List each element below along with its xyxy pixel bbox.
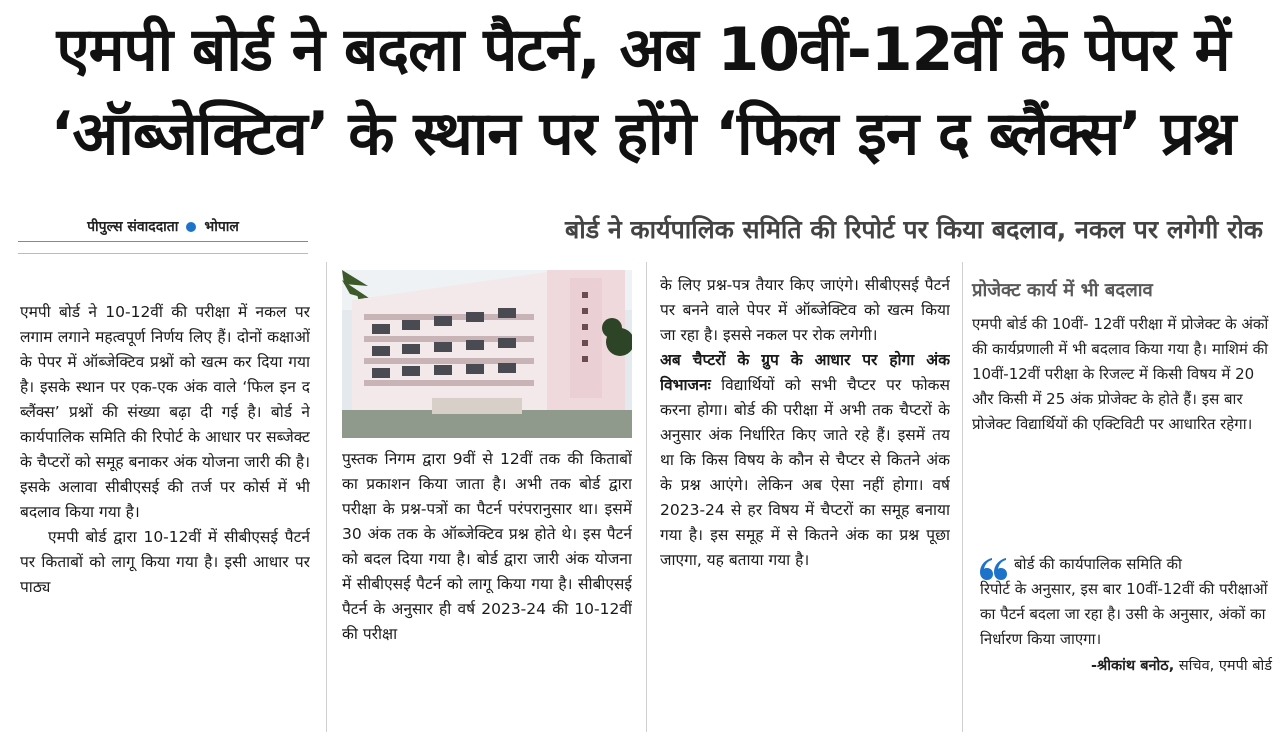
column-divider xyxy=(962,262,963,732)
column-divider xyxy=(646,262,647,732)
section-lead: अब चैप्टरों के ग्रुप के आधार पर होगा अंक विभाजनः xyxy=(660,351,950,394)
article-column-3 xyxy=(660,273,950,733)
pull-quote xyxy=(980,552,1272,679)
byline-place: भोपाल xyxy=(204,219,239,235)
byline-source: पीपुल्स संवाददाता xyxy=(87,219,179,235)
article-column-1 xyxy=(20,300,310,730)
column-divider xyxy=(326,262,327,732)
headline-line-2: ‘ऑब्जेक्टिव’ के स्थान पर होंगे ‘फिल इन द ब्लैंक्स’ प्रश्न xyxy=(50,99,1236,169)
article-paragraph: विद्यार्थियों को सभी चैप्टर पर फोकस करना होगा। बोर्ड की परीक्षा में अभी तक चैप्टरों के अनुसार अंक निर्धारित किए जाते रहे हैं। इसमें तय था कि किस विषय के कौन से चैप्टर से कितने अंक के प्रश्न आएंगे। लेकिन अब ऐसा नहीं होगा। वर्ष 2023-24 से हर विषय में चैप्टरों का समूह बनाया गया है। इस समूह में से कितने अंक का प्रश्न पूछा जाएगा, यह बताया गया है। xyxy=(660,376,950,569)
article-paragraph: के लिए प्रश्न-पत्र तैयार किए जाएंगे। सीबीएसई पैटर्न पर बनने वाले पेपर में ऑब्जेक्टिव को खत्म किया जा रहा है। इससे नकल पर रोक लगेगी। xyxy=(660,276,950,344)
quote-first-line: बोर्ड की कार्यपालिक समिति की xyxy=(1014,555,1182,573)
quote-designation: सचिव, एमपी बोर्ड xyxy=(1174,658,1272,674)
headline-line-1: एमपी बोर्ड ने बदला पैटर्न, अब 10वीं-12वीं के पेपर में xyxy=(56,15,1230,85)
quote-attribution xyxy=(980,654,1272,679)
quote-speaker: -श्रीकांथ बनोठ, xyxy=(1090,658,1175,674)
building-illustration xyxy=(342,270,632,438)
byline-rule xyxy=(18,253,308,254)
quote-text: रिपोर्ट के अनुसार, इस बार 10वीं-12वीं की परीक्षाओं का पैटर्न बदला जा रहा है। उसी के अनुसार, अंकों का निर्धारण किया जाएगा। xyxy=(980,580,1268,648)
article-paragraph: एमपी बोर्ड द्वारा 10-12वीं में सीबीएसई पैटर्न पर किताबों को लागू किया गया है। इसी आधार पर पाठ्य xyxy=(20,528,310,596)
subheadline: बोर्ड ने कार्यपालिक समिति की रिपोर्ट पर किया बदलाव, नकल पर लगेगी रोक xyxy=(565,215,1263,244)
headline xyxy=(18,8,1268,176)
sidebar-title: प्रोजेक्ट कार्य में भी बदलाव xyxy=(972,280,1153,301)
building-photo xyxy=(342,270,632,438)
sidebar-body: एमपी बोर्ड की 10वीं- 12वीं परीक्षा में प्रोजेक्ट के अंकों की कार्यप्रणाली में भी बदलाव किया गया है। माशिमं की 10वीं-12वीं परीक्षा के रिजल्ट में किसी विषय में 20 और किसी में 25 अंक प्रोजेक्ट के होते हैं। इस बार प्रोजेक्ट विद्यार्थियों की एक्टिविटी पर आधारित रहेगा। xyxy=(972,315,1269,433)
project-work-sidebar xyxy=(972,276,1272,437)
article-paragraph: एमपी बोर्ड ने 10-12वीं की परीक्षा में नकल पर लगाम लगाने महत्वपूर्ण निर्णय लिए हैं। दोनों कक्षाओं के पेपर में ऑब्जेक्टिव प्रश्नों को खत्म कर दिया गया है। इसके स्थान पर एक-एक अंक वाले ‘फिल इन द ब्लैंक्स’ प्रश्नों की संख्या बढ़ा दी गई है। बोर्ड ने कार्यपालिक समिति की रिपोर्ट के आधार पर सब्जेक्ट के चैप्टरों को समूह बनाकर अंक योजना जारी की है। इसके अलावा सीबीएसई की तर्ज पर कोर्स में भी बदलाव किया गया है। xyxy=(20,303,310,521)
article-column-2: पुस्तक निगम द्वारा 9वीं से 12वीं तक की किताबों का प्रकाशन किया जाता है। अभी तक बोर्ड द्वारा परीक्षा के प्रश्न-पत्रों का पैटर्न परंपरानुसार था। इसमें 30 अंक तक के ऑब्जेक्टिव प्रश्न होते थे। इस पैटर्न को बदल दिया गया है। बोर्ड द्वारा जारी अंक योजना में सीबीएसई पैटर्न को लागू किया गया है। सीबीएसई पैटर्न के अनुसार ही वर्ष 2023-24 की 10-12वीं की परीक्षा xyxy=(342,450,632,643)
byline xyxy=(18,212,308,242)
quote-mark-icon xyxy=(978,554,1008,584)
blue-dot-icon xyxy=(186,222,196,232)
